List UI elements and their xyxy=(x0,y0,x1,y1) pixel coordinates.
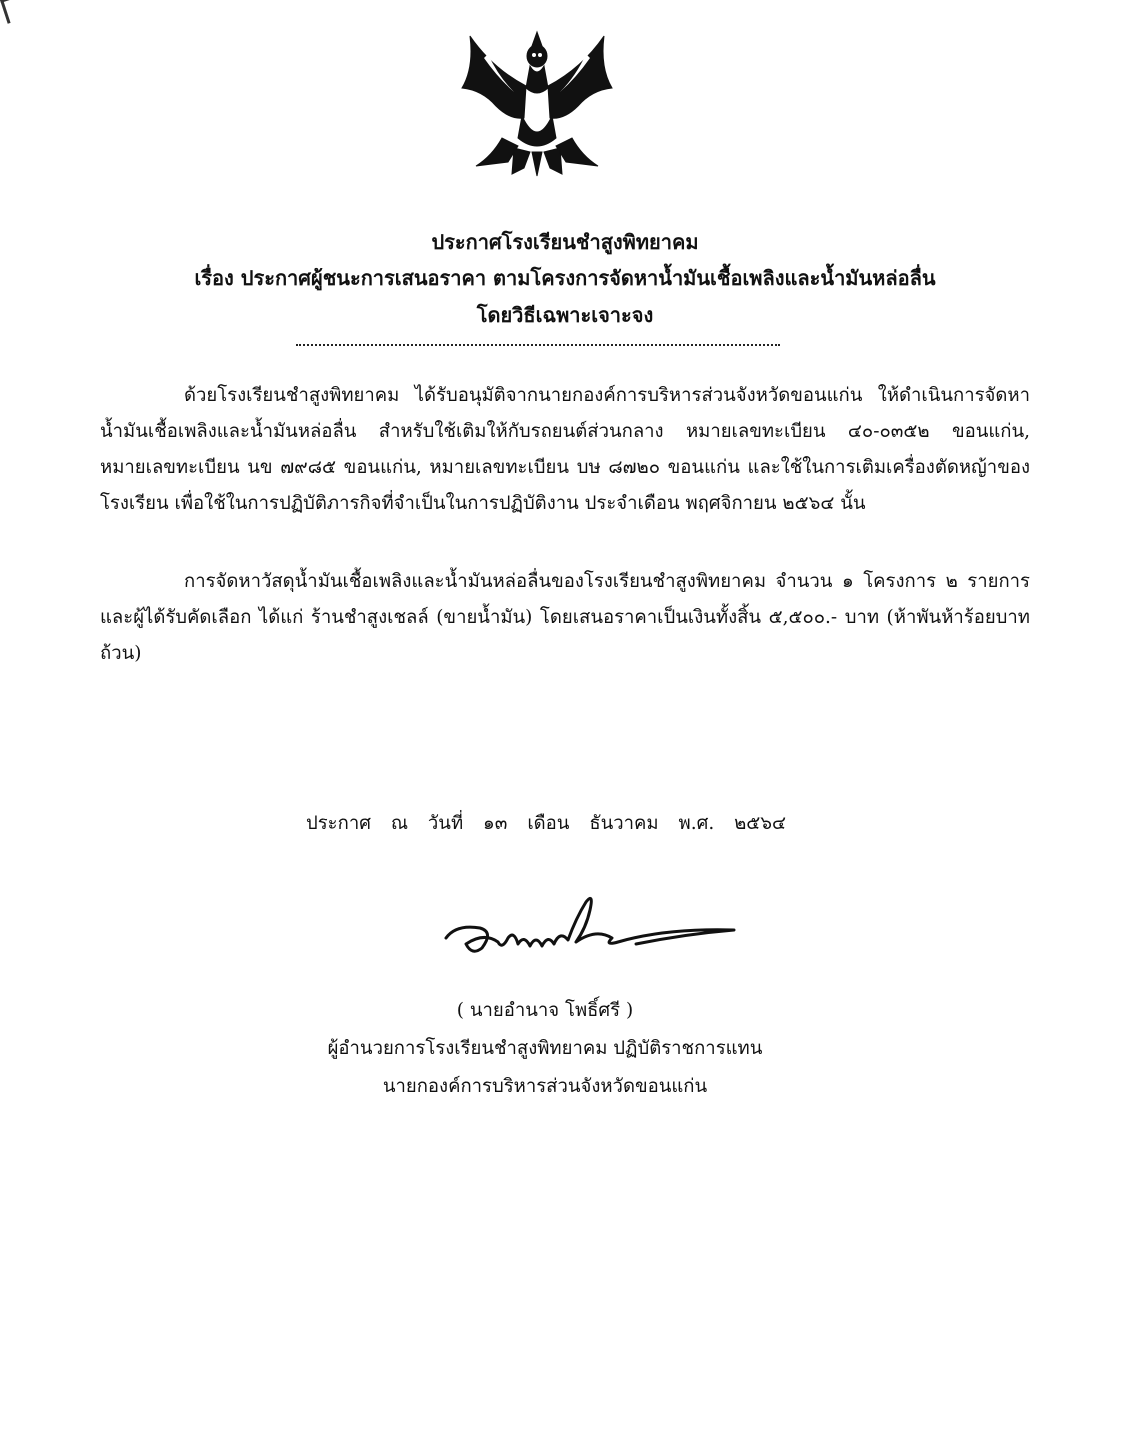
body-paragraph-1: ด้วยโรงเรียนชำสูงพิทยาคม ได้รับอนุมัติจากนายกองค์การบริหารส่วนจังหวัดขอนแก่น ให้ดำเนินการจัดหาน้ำมันเชื้อเพลิงและน้ำมันหล่อลื่น สำหรับใช้เติมให้กับรถยนต์ส่วนกลาง หมายเลขทะเบียน ๔๐-๐๓๕๒ ขอนแก่น, หมายเลขทะเบียน นข ๗๙๘๕ ขอนแก่น, หมายเลขทะเบียน บษ ๘๗๒๐ ขอนแก่น และใช้ในการเติมเครื่องตัดหญ้าของโรงเรียน เพื่อใช้ในการปฏิบัติภารกิจที่จำเป็นในการปฏิบัติงาน ประจำเดือน พฤศจิกายน ๒๕๖๔ นั้น xyxy=(100,385,1030,514)
date-era: พ.ศ. xyxy=(678,813,715,834)
date-month-label: เดือน xyxy=(527,813,570,834)
announcement-date xyxy=(306,806,800,842)
date-day: ๑๓ xyxy=(483,813,508,834)
date-month: ธันวาคม xyxy=(589,813,659,834)
announcement-subject: เรื่อง ประกาศผู้ชนะการเสนอราคา ตามโครงการจัดหาน้ำมันเชื้อเพลิงและน้ำมันหล่อลื่น xyxy=(194,266,936,290)
garuda-emblem-icon xyxy=(452,28,622,178)
date-day-label: วันที่ xyxy=(427,813,464,834)
signer-position-2: นายกองค์การบริหารส่วนจังหวัดขอนแก่น xyxy=(382,1076,708,1097)
body-paragraph-2: การจัดหาวัสดุน้ำมันเชื้อเพลิงและน้ำมันหล่อลื่นของโรงเรียนชำสูงพิทยาคม จำนวน ๑ โครงการ ๒ รายการ และผู้ได้รับคัดเลือก ได้แก่ ร้านชำสูงเชลล์ (ขายน้ำมัน) โดยเสนอราคาเป็นเงินทั้งสิ้น ๕,๕๐๐.- บาท (ห้าพันห้าร้อยบาทถ้วน) xyxy=(100,571,1030,664)
dotted-divider xyxy=(296,344,780,346)
date-label: ประกาศ xyxy=(306,813,371,834)
announcement-title: ประกาศโรงเรียนชำสูงพิทยาคม xyxy=(431,230,699,254)
date-at: ณ xyxy=(390,813,409,834)
handwritten-signature-icon xyxy=(436,888,746,968)
signer-name: ( นายอำนาจ โพธิ์ศรี ) xyxy=(456,1000,634,1021)
announcement-method: โดยวิธีเฉพาะเจาะจง xyxy=(476,303,654,327)
scan-corner-mark xyxy=(0,0,32,24)
date-year: ๒๕๖๔ xyxy=(734,813,787,834)
signer-position: ผู้อำนวยการโรงเรียนชำสูงพิทยาคม ปฏิบัติราชการแทน xyxy=(327,1038,763,1059)
